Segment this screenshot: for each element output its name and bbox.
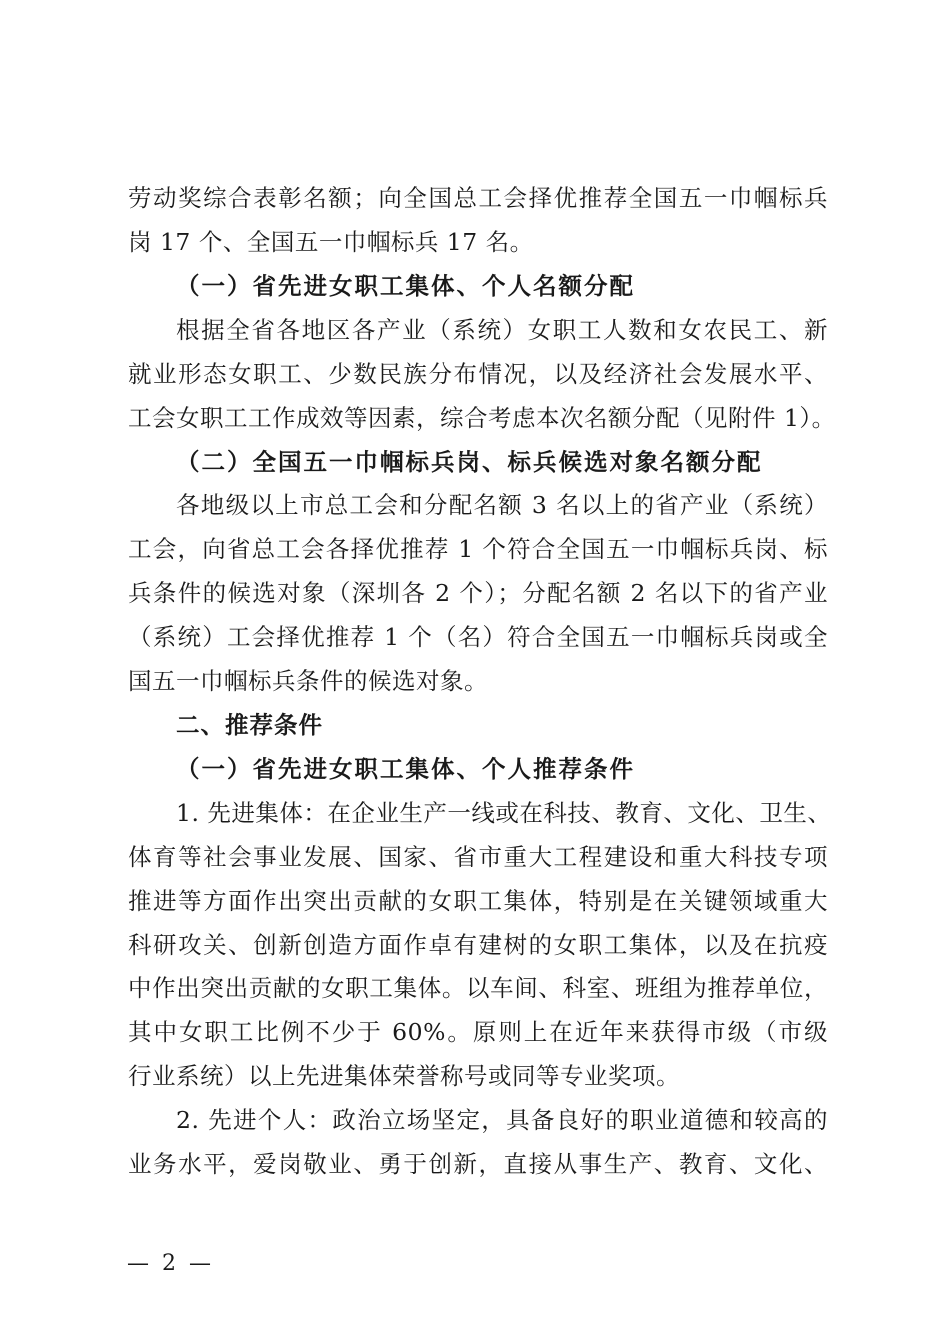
section-subheading: （一）省先进女职工集体、个人推荐条件 (176, 755, 635, 783)
paragraph-line: 其中女职工比例不少于 60%。原则上在近年来获得市级（市级 (128, 1018, 828, 1046)
paragraph-line: 体育等社会事业发展、国家、省市重大工程建设和重大科技专项 (128, 843, 828, 871)
paragraph-line: 各地级以上市总工会和分配名额 3 名以上的省产业（系统） (176, 491, 828, 519)
paragraph-line: 推进等方面作出突出贡献的女职工集体，特别是在关键领域重大 (128, 887, 828, 915)
paragraph-line: 国五一巾帼标兵条件的候选对象。 (128, 667, 488, 695)
paragraph-line: 业务水平，爱岗敬业、勇于创新，直接从事生产、教育、文化、 (128, 1150, 828, 1178)
page-number: — 2 — (127, 1251, 214, 1276)
paragraph-line: 中作出突出贡献的女职工集体。以车间、科室、班组为推荐单位， (128, 974, 828, 1002)
paragraph-line: 兵条件的候选对象（深圳各 2 个）；分配名额 2 名以下的省产业 (128, 579, 828, 607)
section-heading: 二、推荐条件 (176, 711, 323, 739)
paragraph-line: 2. 先进个人：政治立场坚定，具备良好的职业道德和较高的 (176, 1106, 828, 1134)
paragraph-line: 工会，向省总工会各择优推荐 1 个符合全国五一巾帼标兵岗、标 (128, 535, 828, 563)
paragraph-line: 根据全省各地区各产业（系统）女职工人数和女农民工、新 (176, 316, 828, 344)
paragraph-line: 行业系统）以上先进集体荣誉称号或同等专业奖项。 (128, 1062, 680, 1090)
paragraph-line: 工会女职工工作成效等因素，综合考虑本次名额分配（见附件 1）。 (128, 404, 836, 432)
section-subheading: （一）省先进女职工集体、个人名额分配 (176, 272, 635, 300)
section-subheading: （二）全国五一巾帼标兵岗、标兵候选对象名额分配 (176, 448, 763, 476)
paragraph-line: （系统）工会择优推荐 1 个（名）符合全国五一巾帼标兵岗或全 (128, 623, 828, 651)
paragraph-line: 1. 先进集体：在企业生产一线或在科技、教育、文化、卫生、 (176, 799, 832, 827)
paragraph-line: 科研攻关、创新创造方面作卓有建树的女职工集体，以及在抗疫 (128, 931, 828, 959)
paragraph-line: 劳动奖综合表彰名额；向全国总工会择优推荐全国五一巾帼标兵 (128, 184, 828, 212)
paragraph-line: 就业形态女职工、少数民族分布情况，以及经济社会发展水平、 (128, 360, 828, 388)
paragraph-line: 岗 17 个、全国五一巾帼标兵 17 名。 (128, 228, 534, 256)
